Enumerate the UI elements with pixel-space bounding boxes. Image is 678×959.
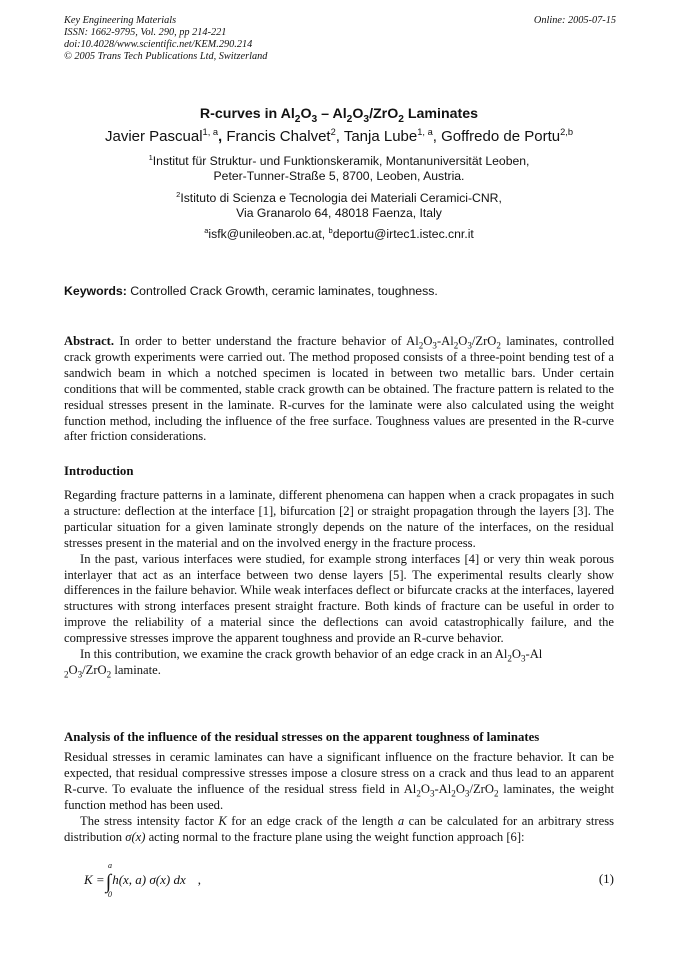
integral-upper-limit: a <box>108 861 112 870</box>
equation-body: K =∫h(x, a) σ(x) dx , <box>84 871 201 893</box>
introduction-body <box>64 488 614 679</box>
paper-title: R-curves in $Al_2O_3 - Al_2O_3/ZrO_2$ Laminates <box>199 106 479 125</box>
email-link[interactable]: isfk@unileoben.ac.at <box>208 227 322 241</box>
author-list: Javier Pascual$^{1, a}$, Francis Chalvet$^2$, Tanja Lube$^{1, a}$, Goffredo de Portu$^{2,b}$ <box>104 127 574 145</box>
author-name: Goffredo de Portu <box>441 128 561 145</box>
keywords <box>64 284 616 298</box>
equation-1 <box>84 862 614 898</box>
email-link[interactable]: deportu@irtec1.istec.cnr.it <box>332 227 474 241</box>
analysis-body <box>64 750 614 845</box>
author-name: Francis Chalvet <box>226 128 331 145</box>
section-heading-introduction: Introduction <box>64 464 134 478</box>
integral-lower-limit: 0 <box>108 890 112 899</box>
abstract-label: Abstract. <box>64 334 115 348</box>
copyright-line: © 2005 Trans Tech Publications Ltd, Switzerland <box>64 51 268 62</box>
paragraph: The stress intensity factor K for an edge crack of the length a can be calculated for an arbitrary stress distribution σ(x) acting normal to the fracture plane using the weight function approach [6]: <box>64 813 614 844</box>
author-name: Javier Pascual <box>104 128 203 145</box>
affiliation-1: $^1$Institut für Struktur- und Funktionskeramik, Montanuniversität Leoben, Peter-Tunner-Straße 5, 8700, Leoben, Austria. <box>148 152 530 183</box>
paragraph: Residual stresses in ceramic laminates can have a significant influence on the fracture behavior. It can be expected, that residual compressive stresses impose a closure stress on a crack and thus lead to an apparent R-curve. To evaluate the influence of the residual stress field in $Al_2O_3-Al_2O_3/ZrO_2$ laminates, the weight function method has been used. <box>64 750 614 812</box>
affiliation-2: $^2$Istituto di Scienza e Tecnologia dei Materiali Ceramici-CNR, Via Granarolo 64, 48018 Faenza, Italy <box>176 189 502 220</box>
integral-sign: ∫ <box>105 871 112 893</box>
keywords-label: Keywords: <box>64 284 127 298</box>
paragraph: In this contribution, we examine the crack growth behavior of an edge crack in an $Al_2O_3-Al$ $_2O_3/ZrO_2$ laminate. <box>64 647 543 680</box>
doi-line: doi:10.4028/www.scientific.net/KEM.290.214 <box>64 39 253 50</box>
issn-line: ISSN: 1662-9795, Vol. 290, pp 214-221 <box>64 27 227 38</box>
email-line: $^a$isfk@unileoben.ac.at, $^b$deportu@irtec1.istec.cnr.it <box>204 225 474 241</box>
author-name: Tanja Lube <box>343 128 418 145</box>
journal-name: Key Engineering Materials <box>64 15 177 26</box>
paragraph: Regarding fracture patterns in a laminate, different phenomena can happen when a crack propagates in such a structure: deflection at the interface [1], bifurcation [2] or straight propagation through the layers [3]. The particular situation for a given laminate strongly depends on the nature of the interfaces, on the residual stresses present in the material and on the involved energy in the fracture process. <box>64 488 614 550</box>
section-heading-analysis: Analysis of the influence of the residual stresses on the apparent toughness of laminates <box>64 730 540 744</box>
keywords-text: Controlled Crack Growth, ceramic laminates, toughness. <box>126 284 438 298</box>
journal-header <box>64 15 267 63</box>
online-date: Online: 2005-07-15 <box>533 15 616 26</box>
equation-number: (1) <box>598 871 614 886</box>
paragraph: In the past, various interfaces were studied, for example strong interfaces [4] or very thin weak porous interlayer that act as an interface between two dense layers [5]. The experimental results clearly show differences in the failure behavior. While weak interfaces deflect or bifurcate cracks at the interfaces, layered structures with strong interfaces present straight fracture. Both kinds of fracture can be useful in order to improve the reliability of a material since the deflections can avoid catastrophically failure, and the compressive stresses improve the apparent toughness and provide an R-curve behavior. <box>64 551 614 646</box>
abstract: Abstract. In order to better understand the fracture behavior of $Al_2O_3-Al_2O_3/ZrO_2$ laminates, controlled crack growth experiments were carried out. The method proposed consists of a three-point bending test of a sandwich beam in which a notched specimen is located in between two metallic bars. Under certain conditions that will be commented, stable crack growth can be obtained. The fracture pattern is related to the residual stresses present in the laminate. R-curves for the laminate were also calculated using the weight function method, including the influence of the free surface. Toughness values are presented in the R-curve after friction considerations. <box>64 334 615 444</box>
